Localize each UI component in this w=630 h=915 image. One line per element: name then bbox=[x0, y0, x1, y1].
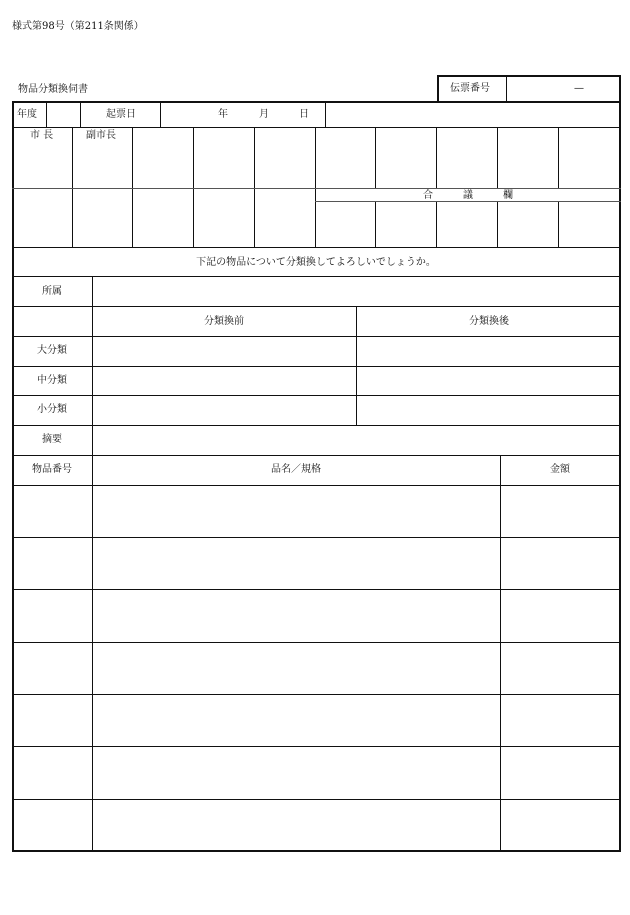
amount-cell[interactable] bbox=[501, 695, 620, 746]
summary-label: 摘要 bbox=[42, 434, 62, 445]
amount-cell[interactable] bbox=[501, 590, 620, 642]
slip-number-label: 伝票番号 bbox=[450, 83, 490, 94]
name-spec-cell[interactable] bbox=[93, 538, 500, 589]
name-spec-header: 品名／規格 bbox=[271, 464, 321, 475]
major-category-label: 大分類 bbox=[37, 345, 67, 356]
fiscal-year-field[interactable] bbox=[47, 102, 80, 127]
item-number-cell[interactable] bbox=[13, 538, 92, 589]
before-classification-header: 分類換前 bbox=[204, 316, 244, 327]
minor-category-label: 小分類 bbox=[37, 404, 67, 415]
middle-category-label: 中分類 bbox=[37, 375, 67, 386]
affiliation-label: 所属 bbox=[42, 286, 62, 297]
item-number-cell[interactable] bbox=[13, 590, 92, 642]
document-title: 物品分類換伺書 bbox=[18, 84, 88, 95]
amount-cell[interactable] bbox=[501, 538, 620, 589]
deputy-mayor-seal-label: 副市長 bbox=[86, 130, 116, 141]
item-number-cell[interactable] bbox=[13, 695, 92, 746]
minor-category-before-field[interactable] bbox=[93, 396, 356, 425]
amount-cell[interactable] bbox=[501, 643, 620, 694]
form-number: 様式第98号（第211条関係） bbox=[12, 21, 144, 32]
request-statement: 下記の物品について分類換してよろしいでしょうか。 bbox=[196, 257, 436, 268]
amount-cell[interactable] bbox=[501, 486, 620, 537]
month-unit: 月 bbox=[259, 109, 269, 120]
year-unit: 年 bbox=[218, 109, 228, 120]
middle-category-before-field[interactable] bbox=[93, 367, 356, 395]
minor-category-after-field[interactable] bbox=[357, 396, 620, 425]
mayor-seal-label: 市 長 bbox=[30, 130, 54, 141]
slip-number-field[interactable]: — bbox=[574, 83, 584, 94]
item-number-cell[interactable] bbox=[13, 747, 92, 799]
fiscal-year-label: 年度 bbox=[17, 109, 37, 120]
consultation-column-label: 合 議 欄 bbox=[423, 190, 513, 201]
item-number-cell[interactable] bbox=[13, 643, 92, 694]
affiliation-field[interactable] bbox=[93, 277, 620, 306]
after-classification-header: 分類換後 bbox=[469, 316, 509, 327]
name-spec-cell[interactable] bbox=[93, 695, 500, 746]
major-category-after-field[interactable] bbox=[357, 337, 620, 366]
item-number-cell[interactable] bbox=[13, 486, 92, 537]
item-number-cell[interactable] bbox=[13, 800, 92, 851]
middle-category-after-field[interactable] bbox=[357, 367, 620, 395]
summary-field[interactable] bbox=[93, 426, 620, 455]
name-spec-cell[interactable] bbox=[93, 590, 500, 642]
amount-cell[interactable] bbox=[501, 800, 620, 851]
amount-cell[interactable] bbox=[501, 747, 620, 799]
name-spec-cell[interactable] bbox=[93, 643, 500, 694]
amount-header: 金額 bbox=[550, 464, 570, 475]
name-spec-cell[interactable] bbox=[93, 486, 500, 537]
day-unit: 日 bbox=[299, 109, 309, 120]
major-category-before-field[interactable] bbox=[93, 337, 356, 366]
name-spec-cell[interactable] bbox=[93, 747, 500, 799]
item-number-header: 物品番号 bbox=[32, 464, 72, 475]
issue-date-label: 起票日 bbox=[106, 109, 136, 120]
name-spec-cell[interactable] bbox=[93, 800, 500, 851]
